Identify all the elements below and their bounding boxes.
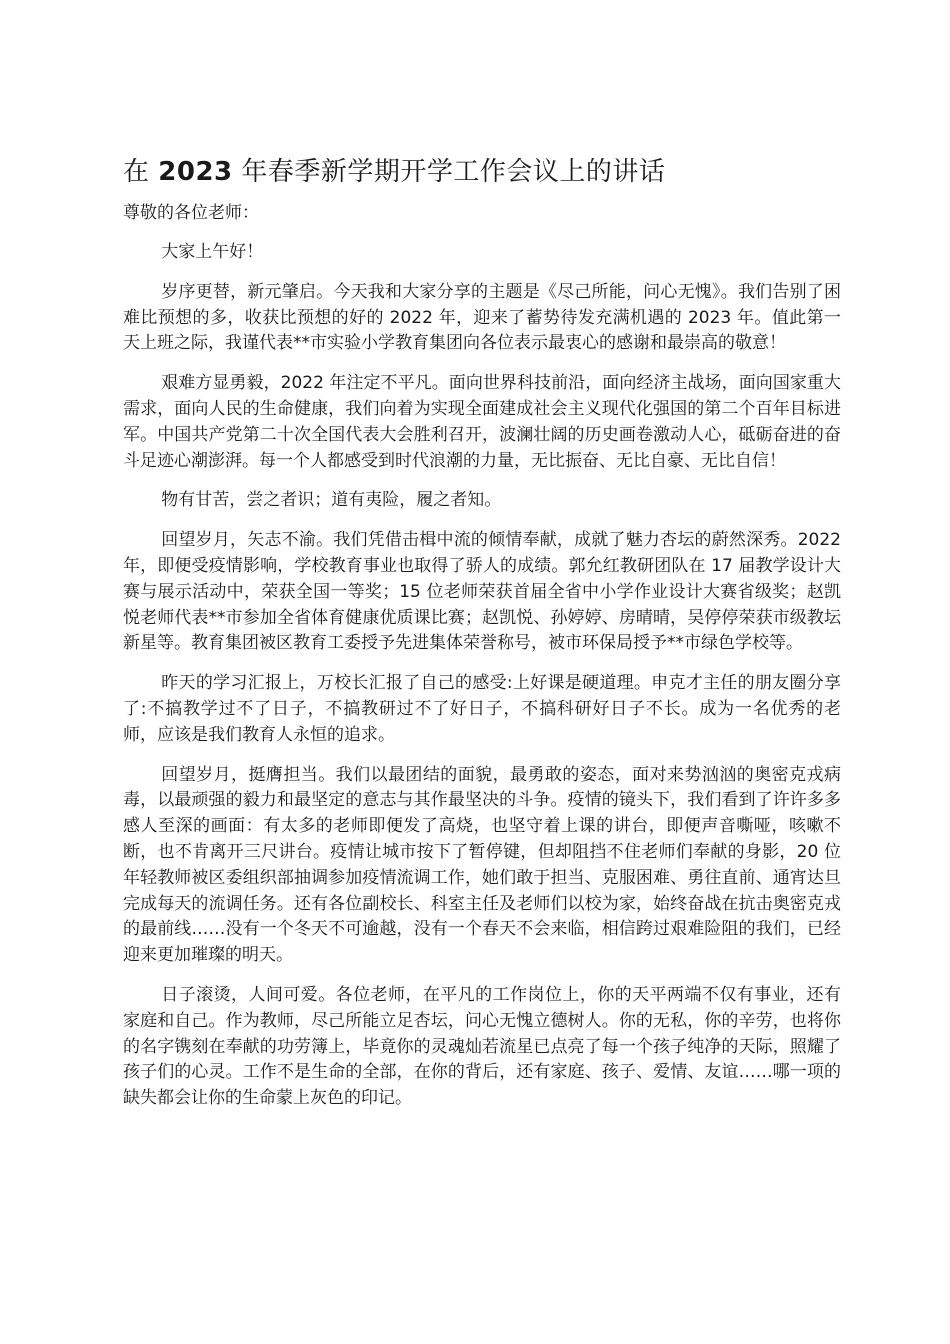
paragraph-proverb: 物有甘苦，尝之者识；道有夷险，履之者知。 [161,490,502,511]
title-suffix: 年春季新学期开学工作会议上的讲话 [232,157,666,187]
paragraph-study-report: 昨天的学习汇报上，万校长汇报了自己的感受:上好课是硬道理。申克才主任的朋友圈分享了:不搞教学过不了日子，不搞教研过不了好日子，不搞科研好日子不长。成为一名优秀的老师，应该是我们教育人永恒的追求。 [123,673,841,745]
paragraph-pandemic: 回望岁月，挺膺担当。我们以最团结的面貌，最勇敢的姿态，面对来势汹汹的奥密克戎病毒，以最顽强的毅力和最坚定的意志与其作最坚决的斗争。疫情的镜头下，我们看到了许许多多感人至深的画面：有太多的老师即便发了高烧，也坚守着上课的讲台，即便声音嘶哑，咳嗽不断，也不肯离开三尺讲台。疫情让城市按下了暂停键，但却阻挡不住老师们奉献的身影，20 位年轻教师被区委组织部抽调参加疫情流调工作，她们敢于担当、克服困难、勇往直前、通宵达旦完成每天的流调任务。还有各位副校长、科室主任及老师们以校为家，始终奋战在抗击奥密克戎的最前线……没有一个冬天不可逾越，没有一个春天不会来临，相信跨过艰难险阻的我们，已经迎来更加璀璨的明天。 [123,764,841,966]
title-prefix: 在 [123,157,159,187]
paragraph-achievements: 回望岁月，矢志不渝。我们凭借击楫中流的倾情奉献，成就了魅力杏坛的蔚然深秀。2022 年，即便受疫情影响，学校教育事业也取得了骄人的成绩。郭允红教研团队在 17 届教学设计大赛与展示活动中，荣获全国一等奖；15 位老师荣获首届全省中小学作业设计大赛省级奖；赵凯悦老师代表**市参加全省体育健康优质课比赛；赵凯悦、孙婷婷、房晴晴，吴停停荣获市级教坛新星等。教育集团被区教育工委授予先进集体荣誉称号，被市环保局授予**市绿色学校等。 [123,530,841,654]
salutation: 尊敬的各位老师： [123,203,259,223]
title-year: 2023 [158,157,233,187]
paragraph-opening: 岁序更替，新元肇启。今天我和大家分享的主题是《尽己所能，问心无愧》。我们告别了困难比预想的多，收获比预想的好的 2022 年，迎来了蓄势待发充满机遇的 2023 年。值此第一天上班之际，我谨代表**市实验小学教育集团向各位表示最衷心的感谢和最崇高的敬意！ [123,281,841,354]
paragraph-2022-review: 艰难方显勇毅，2022 年注定不平凡。面向世界科技前沿，面向经济主战场，面向国家重大需求，面向人民的生命健康，我们向着为实现全面建成社会主义现代化强国的第二个百年目标进军。中国共产党第二十次全国代表大会胜利召开，波澜壮阔的历史画卷激动人心，砥砺奋进的奋斗足迹心潮澎湃。每一个人都感受到时代浪潮的力量，无比振奋、无比自豪、无比自信！ [123,373,841,471]
paragraph-family: 日子滚烫，人间可爱。各位老师，在平凡的工作岗位上，你的天平两端不仅有事业，还有家庭和自己。作为教师，尽己所能立足杏坛，问心无愧立德树人。你的无私，你的辛劳，也将你的名字镌刻在奉献的功劳簿上，毕竟你的灵魂灿若流星已点亮了每一个孩子纯净的天际，照耀了孩子们的心灵。工作不是生命的全部，在你的背后，还有家庭、孩子、爱情、友谊……哪一项的缺失都会让你的生命蒙上灰色的印记。 [123,984,841,1109]
page-title [123,150,841,194]
paragraph-greeting: 大家上午好！ [161,242,264,262]
document-page [123,150,841,1126]
